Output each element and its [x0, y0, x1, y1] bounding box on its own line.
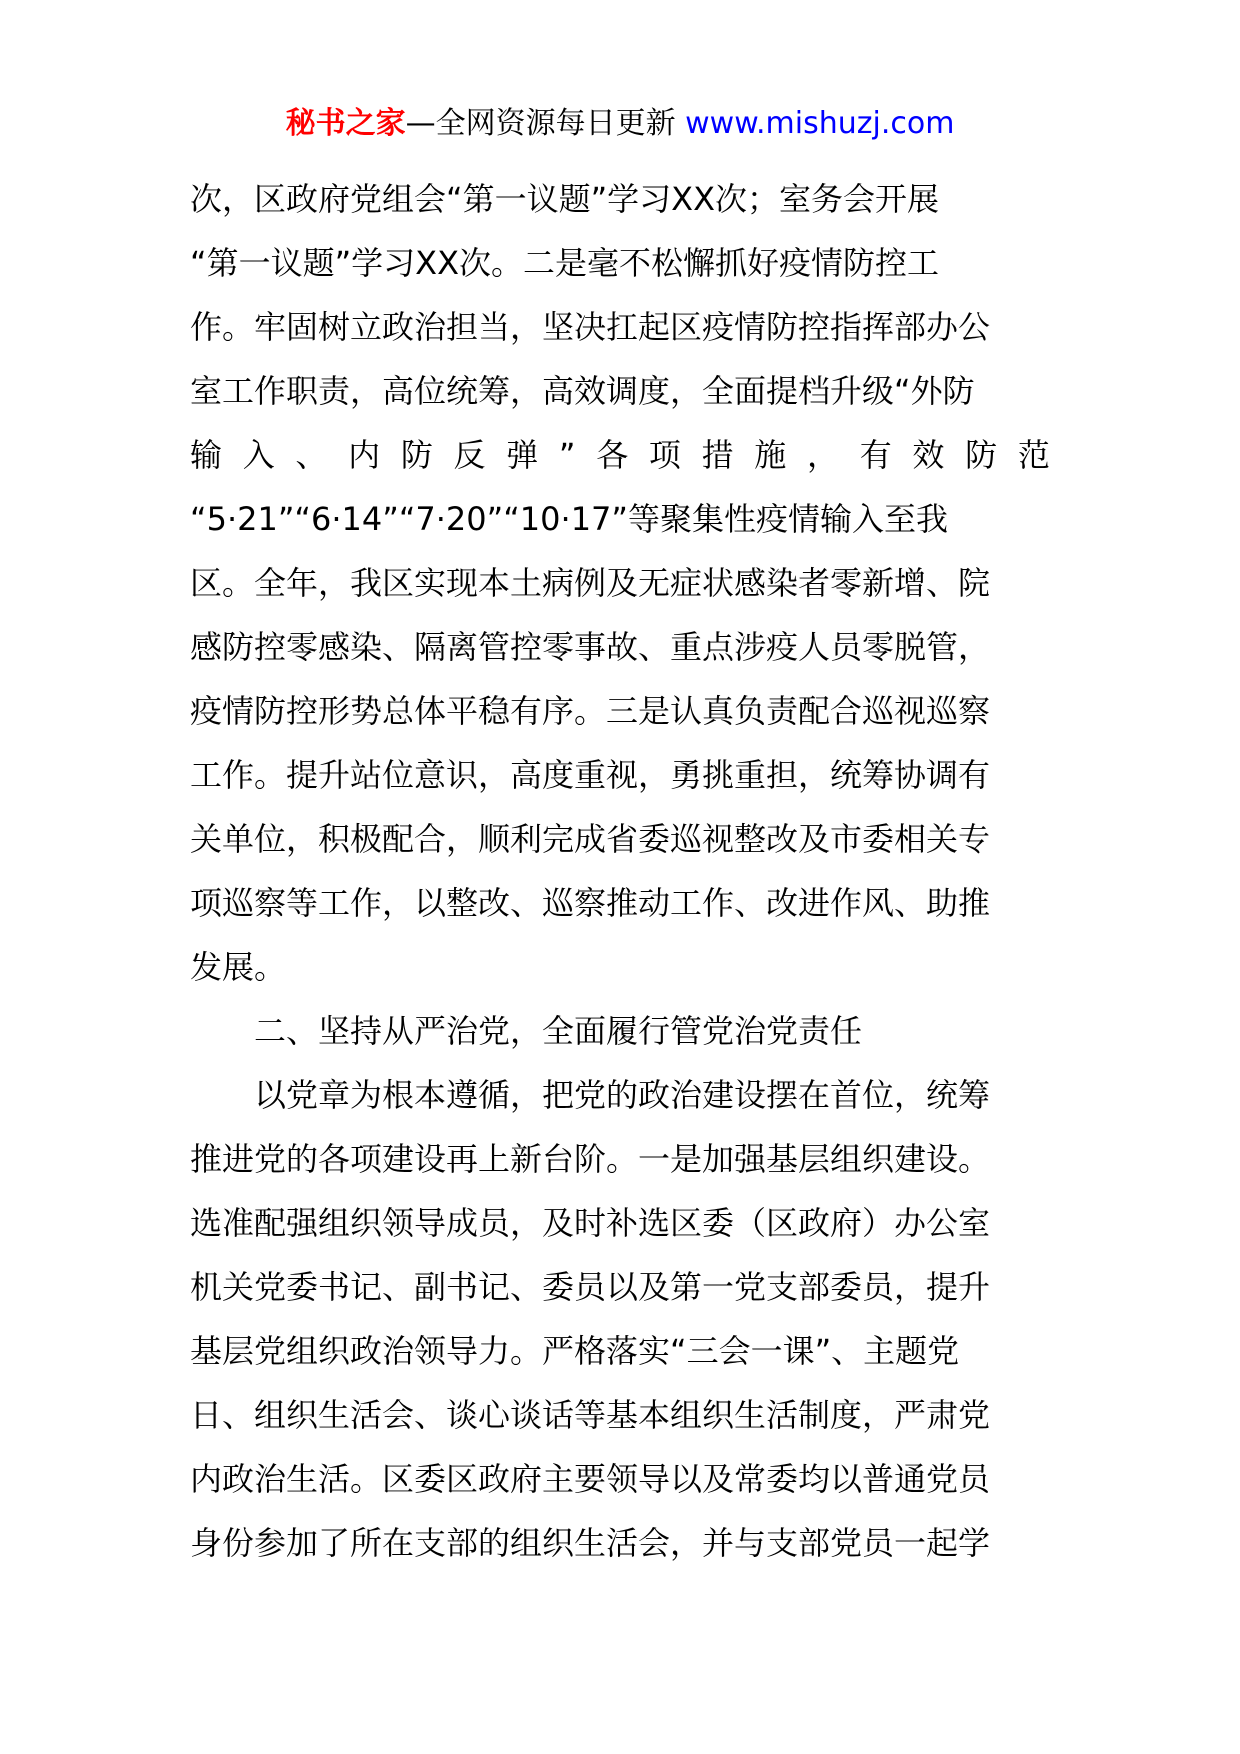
text-char: ， — [807, 436, 840, 474]
text-line: 身份参加了所在支部的组织生活会，并与支部党员一起学 — [190, 1524, 991, 1562]
text-line: 基层党组织政治领导力。严格落实“三会一课”、主题党 — [190, 1332, 960, 1370]
site-url-link[interactable]: www.mishuzj.com — [685, 106, 955, 141]
text-line: 内政治生活。区委区政府主要领导以及常委均以普通党员 — [190, 1460, 991, 1498]
text-line: 作。牢固树立政治担当，坚决扛起区疫情防控指挥部办公 — [190, 308, 991, 346]
text-char: 项 — [648, 436, 681, 474]
site-tagline: —全网资源每日更新 — [405, 106, 676, 141]
text-char: 范 — [1017, 436, 1050, 474]
text-char: 效 — [912, 436, 945, 474]
text-line: 疫情防控形势总体平稳有序。三是认真负责配合巡视巡察 — [190, 692, 991, 730]
text-line-justified — [190, 423, 1050, 487]
text-char: 防 — [400, 436, 433, 474]
text-char: 入 — [242, 436, 275, 474]
text-line: 日、组织生活会、谈心谈话等基本组织生活制度，严肃党 — [190, 1396, 991, 1434]
text-line: “5·21”“6·14”“7·20”“10·17”等聚集性疫情输入至我 — [190, 500, 948, 538]
text-line: 工作。提升站位意识，高度重视，勇挑重担，统筹协调有 — [190, 756, 991, 794]
text-char: 弹 — [506, 436, 539, 474]
text-line: 项巡察等工作，以整改、巡察推动工作、改进作风、助推 — [190, 884, 991, 922]
text-char: 施 — [754, 436, 787, 474]
text-line: 机关党委书记、副书记、委员以及第一党支部委员，提升 — [190, 1268, 991, 1306]
section-heading: 二、坚持从严治党，全面履行管党治党责任 — [254, 1012, 863, 1050]
document-body — [190, 167, 1050, 1575]
text-line: 推进党的各项建设再上新台阶。一是加强基层组织建设。 — [190, 1140, 991, 1178]
text-char: 、 — [295, 436, 328, 474]
text-char: 内 — [348, 436, 381, 474]
text-line: 感防控零感染、隔离管控零事故、重点涉疫人员零脱管， — [190, 628, 991, 666]
text-line: 区。全年，我区实现本土病例及无症状感染者零新增、院 — [190, 564, 991, 602]
site-brand: 秘书之家 — [285, 106, 406, 141]
text-char: 防 — [965, 436, 998, 474]
text-char: ” — [558, 436, 576, 474]
text-char: 措 — [701, 436, 734, 474]
text-char: 有 — [859, 436, 892, 474]
text-char: 反 — [453, 436, 486, 474]
text-char: 各 — [596, 436, 629, 474]
site-header — [0, 102, 1240, 146]
text-line: “第一议题”学习XX次。二是毫不松懈抓好疫情防控工 — [190, 244, 940, 282]
text-char: 输 — [190, 436, 223, 474]
text-line: 室工作职责，高位统筹，高效调度，全面提档升级“外防 — [190, 372, 975, 410]
text-line: 次，区政府党组会“第一议题”学习XX次；室务会开展 — [190, 180, 940, 218]
paragraph-first-line: 以党章为根本遵循，把党的政治建设摆在首位，统筹 — [254, 1076, 991, 1114]
text-line: 选准配强组织领导成员，及时补选区委（区政府）办公室 — [190, 1204, 991, 1242]
text-line: 发展。 — [190, 948, 287, 986]
text-line: 关单位，积极配合，顺利完成省委巡视整改及市委相关专 — [190, 820, 991, 858]
